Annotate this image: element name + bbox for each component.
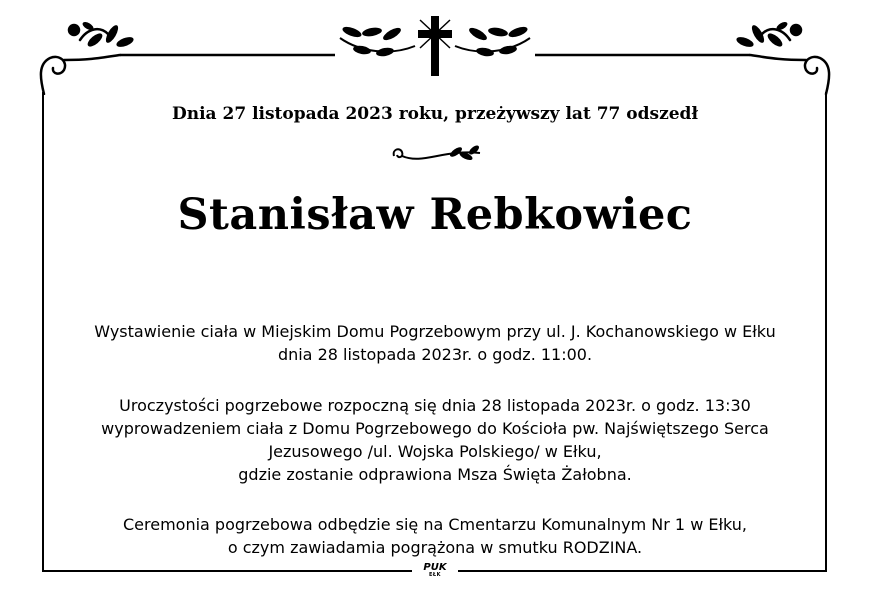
ceremony-paragraph [45,394,825,486]
frame-bottom-border-left [42,570,412,572]
frame-left-border [42,92,44,572]
cross-icon [418,16,452,76]
viewing-line: dnia 28 listopada 2023r. o godz. 11:00. [277,345,593,364]
intro-line: Dnia 27 listopada 2023 roku, przeżywszy lat 77 odszedł [172,104,698,124]
viewing-line: Wystawienie ciała w Miejskim Domu Pogrzebowym przy ul. J. Kochanowskiego w Ełku [94,322,776,341]
leaf-divider-icon [388,143,484,169]
burial-line: Ceremonia pogrzebowa odbędzie się na Cmentarzu Komunalnym Nr 1 w Ełku, [122,515,748,534]
laurel-branch-icon-left [81,20,135,48]
logo-sub-text: EŁK [428,572,441,578]
logo-main-text: PUK [423,562,447,573]
laurel-branch-icon-right [735,20,789,48]
ceremony-line: wyprowadzeniem ciała z Domu Pogrzebowego do Kościoła pw. Najświętszego Serca [101,419,769,438]
ceremony-line: Uroczystości pogrzebowe rozpoczną się dnia 28 listopada 2023r. o godz. 13:30 [119,396,751,415]
puk-logo [414,563,456,578]
burial-line: o czym zawiadamia pogrążona w smutku RODZINA. [227,538,643,557]
ceremony-line: Jezusowego /ul. Wojska Polskiego/ w Ełku, [268,442,602,461]
frame-right-border [825,92,827,572]
frame-bottom-border-right [458,570,827,572]
top-ornament [0,0,870,95]
burial-paragraph [45,513,825,559]
ceremony-line: gdzie zostanie odprawiona Msza Święta Żałobna. [238,465,632,484]
viewing-paragraph [45,320,825,366]
deceased-name: Stanisław Rebkowiec [177,190,693,240]
